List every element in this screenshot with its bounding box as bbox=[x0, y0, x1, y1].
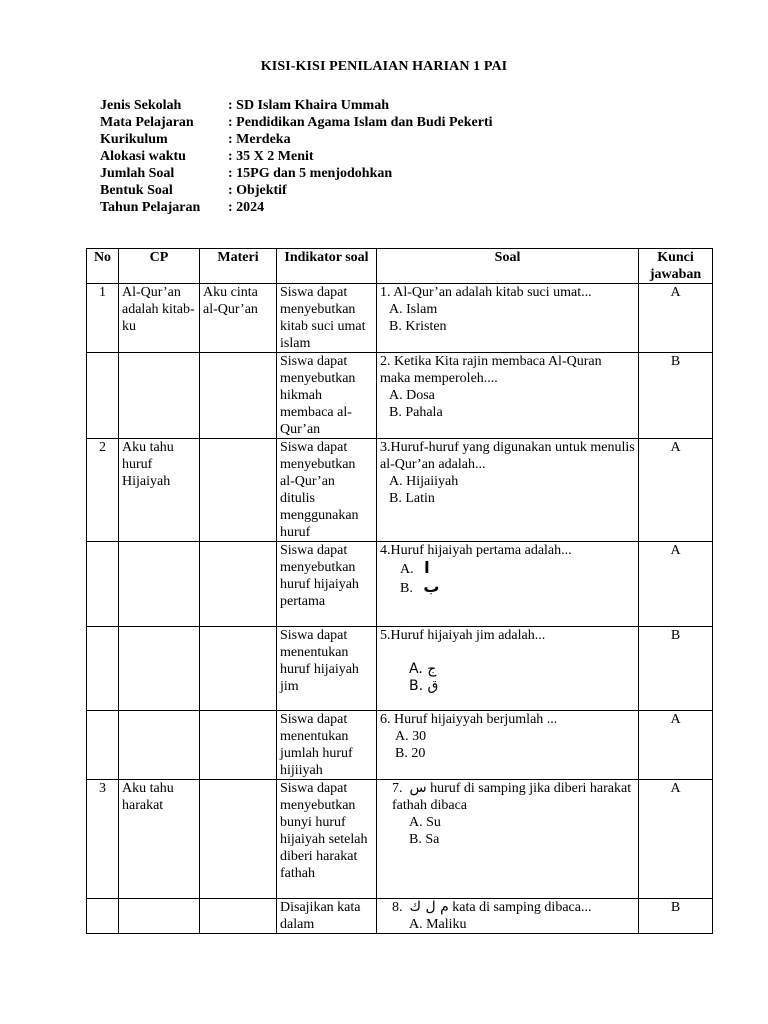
info-label: Bentuk Soal bbox=[100, 183, 173, 198]
info-label: Mata Pelajaran bbox=[100, 115, 194, 130]
info-row bbox=[100, 199, 493, 216]
spacer bbox=[380, 644, 635, 661]
question-text: 3.Huruf-huruf yang digunakan untuk menulis al-Qur’an adalah... bbox=[380, 440, 635, 472]
info-value: : 35 X 2 Menit bbox=[228, 149, 314, 164]
table-row bbox=[87, 542, 713, 627]
cell-soal bbox=[377, 353, 639, 439]
option-a: A. Dosa bbox=[389, 388, 435, 403]
option-b: B. Kristen bbox=[389, 319, 447, 334]
question-body: kata di samping dibaca... bbox=[452, 900, 592, 915]
info-row bbox=[100, 182, 493, 199]
option-letter: B. bbox=[400, 581, 413, 596]
info-value: : Merdeka bbox=[228, 132, 291, 147]
cell-no: 1 bbox=[87, 284, 119, 353]
cell-no: 3 bbox=[87, 780, 119, 899]
header-indikator: Indikator soal bbox=[277, 249, 377, 284]
info-row bbox=[100, 131, 493, 148]
option-a: A. Maliku bbox=[409, 917, 467, 932]
document-info bbox=[100, 97, 493, 216]
cell-cp bbox=[119, 711, 200, 780]
question-body: huruf di samping jika diberi harakat fathah dibaca bbox=[392, 781, 632, 813]
cell-kunci: B bbox=[639, 627, 713, 711]
option-b bbox=[380, 578, 635, 597]
cell-kunci: A bbox=[639, 711, 713, 780]
cell-kunci: B bbox=[639, 899, 713, 934]
cell-cp: Al-Qur’an adalah kitab-ku bbox=[119, 284, 200, 353]
cell-indikator: Siswa dapat menentukan jumlah huruf hijiiyah bbox=[277, 711, 377, 780]
cell-kunci: A bbox=[639, 439, 713, 542]
header-cp: CP bbox=[119, 249, 200, 284]
info-value: : SD Islam Khaira Ummah bbox=[228, 98, 390, 113]
option-a: A. Hijaiiyah bbox=[389, 474, 459, 489]
option-b: B. Latin bbox=[389, 491, 435, 506]
cell-indikator: Disajikan kata dalam bbox=[277, 899, 377, 934]
option-letter: A. bbox=[400, 562, 414, 577]
cell-indikator: Siswa dapat menentukan huruf hijaiyah jim bbox=[277, 627, 377, 711]
table-row bbox=[87, 284, 713, 353]
header-soal: Soal bbox=[377, 249, 639, 284]
info-value: : Pendidikan Agama Islam dan Budi Pekerti bbox=[228, 115, 493, 130]
cell-soal bbox=[377, 284, 639, 353]
arabic-word: م ل ك bbox=[409, 899, 449, 915]
cell-kunci: B bbox=[639, 353, 713, 439]
info-value: : 15PG dan 5 menjodohkan bbox=[228, 166, 393, 181]
table-header-row bbox=[87, 249, 713, 284]
question-text: 1. Al-Qur’an adalah kitab suci umat... bbox=[380, 285, 592, 300]
cell-no bbox=[87, 353, 119, 439]
arabic-letter-ba: ب bbox=[423, 577, 440, 596]
cell-no: 2 bbox=[87, 439, 119, 542]
option-a: A. ج bbox=[409, 661, 437, 677]
info-row bbox=[100, 165, 493, 182]
table-row bbox=[87, 353, 713, 439]
arabic-letter-sin: س bbox=[409, 780, 427, 796]
option-b: B. Pahala bbox=[389, 405, 443, 420]
cell-cp bbox=[119, 627, 200, 711]
cell-cp bbox=[119, 542, 200, 627]
cell-kunci: A bbox=[639, 284, 713, 353]
cell-materi bbox=[200, 711, 277, 780]
question-text bbox=[380, 780, 635, 814]
cell-materi bbox=[200, 627, 277, 711]
cell-indikator: Siswa dapat menyebutkan bunyi huruf hijaiyah setelah diberi harakat fathah bbox=[277, 780, 377, 899]
option-b: B. Sa bbox=[409, 832, 440, 847]
cell-kunci: A bbox=[639, 780, 713, 899]
cell-indikator: Siswa dapat menyebutkan kitab suci umat islam bbox=[277, 284, 377, 353]
cell-cp bbox=[119, 899, 200, 934]
option-a: A. 30 bbox=[395, 729, 427, 744]
question-text bbox=[380, 899, 635, 916]
cell-no bbox=[87, 542, 119, 627]
cell-indikator: Siswa dapat menyebutkan huruf hijaiyah pertama bbox=[277, 542, 377, 627]
option-b: B. ق bbox=[409, 678, 439, 694]
cell-cp: Aku tahu huruf Hijaiyah bbox=[119, 439, 200, 542]
cell-materi bbox=[200, 353, 277, 439]
cell-no bbox=[87, 899, 119, 934]
question-number: 8. bbox=[392, 900, 403, 915]
cell-materi bbox=[200, 899, 277, 934]
info-label: Kurikulum bbox=[100, 132, 168, 147]
cell-kunci: A bbox=[639, 542, 713, 627]
info-value: : 2024 bbox=[228, 200, 265, 215]
option-b: B. 20 bbox=[395, 746, 426, 761]
cell-no bbox=[87, 711, 119, 780]
header-kunci: Kunci jawaban bbox=[639, 249, 713, 284]
cell-soal bbox=[377, 542, 639, 627]
table-row bbox=[87, 899, 713, 934]
cell-indikator: Siswa dapat menyebutkan al-Qur’an ditulis menggunakan huruf bbox=[277, 439, 377, 542]
cell-soal bbox=[377, 711, 639, 780]
table-row bbox=[87, 627, 713, 711]
question-text: 6. Huruf hijaiyyah berjumlah ... bbox=[380, 712, 558, 727]
arabic-letter-alif: ا bbox=[424, 558, 430, 577]
table-row bbox=[87, 439, 713, 542]
option-a: A. Su bbox=[409, 815, 441, 830]
option-a: A. Islam bbox=[389, 302, 438, 317]
header-materi: Materi bbox=[200, 249, 277, 284]
info-row bbox=[100, 97, 493, 114]
kisi-kisi-table bbox=[86, 248, 713, 934]
cell-materi bbox=[200, 542, 277, 627]
cell-materi bbox=[200, 780, 277, 899]
info-label: Jumlah Soal bbox=[100, 166, 175, 181]
cell-indikator: Siswa dapat menyebutkan hikmah membaca al-Qur’an bbox=[277, 353, 377, 439]
question-text: 4.Huruf hijaiyah pertama adalah... bbox=[380, 543, 572, 558]
table-row bbox=[87, 780, 713, 899]
header-no: No bbox=[87, 249, 119, 284]
cell-soal bbox=[377, 627, 639, 711]
cell-soal bbox=[377, 899, 639, 934]
page-title: KISI-KISI PENILAIAN HARIAN 1 PAI bbox=[260, 59, 508, 74]
cell-no bbox=[87, 627, 119, 711]
info-row bbox=[100, 114, 493, 131]
cell-cp: Aku tahu harakat bbox=[119, 780, 200, 899]
table-row bbox=[87, 711, 713, 780]
info-label: Alokasi waktu bbox=[100, 149, 186, 164]
cell-materi bbox=[200, 439, 277, 542]
question-text: 5.Huruf hijaiyah jim adalah... bbox=[380, 628, 546, 643]
option-a bbox=[380, 559, 635, 578]
info-label: Jenis Sekolah bbox=[100, 98, 182, 113]
question-number: 7. bbox=[392, 781, 403, 796]
cell-soal bbox=[377, 780, 639, 899]
info-row bbox=[100, 148, 493, 165]
cell-cp bbox=[119, 353, 200, 439]
cell-soal bbox=[377, 439, 639, 542]
info-value: : Objektif bbox=[228, 183, 287, 198]
cell-materi: Aku cinta al-Qur’an bbox=[200, 284, 277, 353]
info-label: Tahun Pelajaran bbox=[100, 200, 201, 215]
question-text: 2. Ketika Kita rajin membaca Al-Quran maka memperoleh.... bbox=[380, 354, 602, 386]
